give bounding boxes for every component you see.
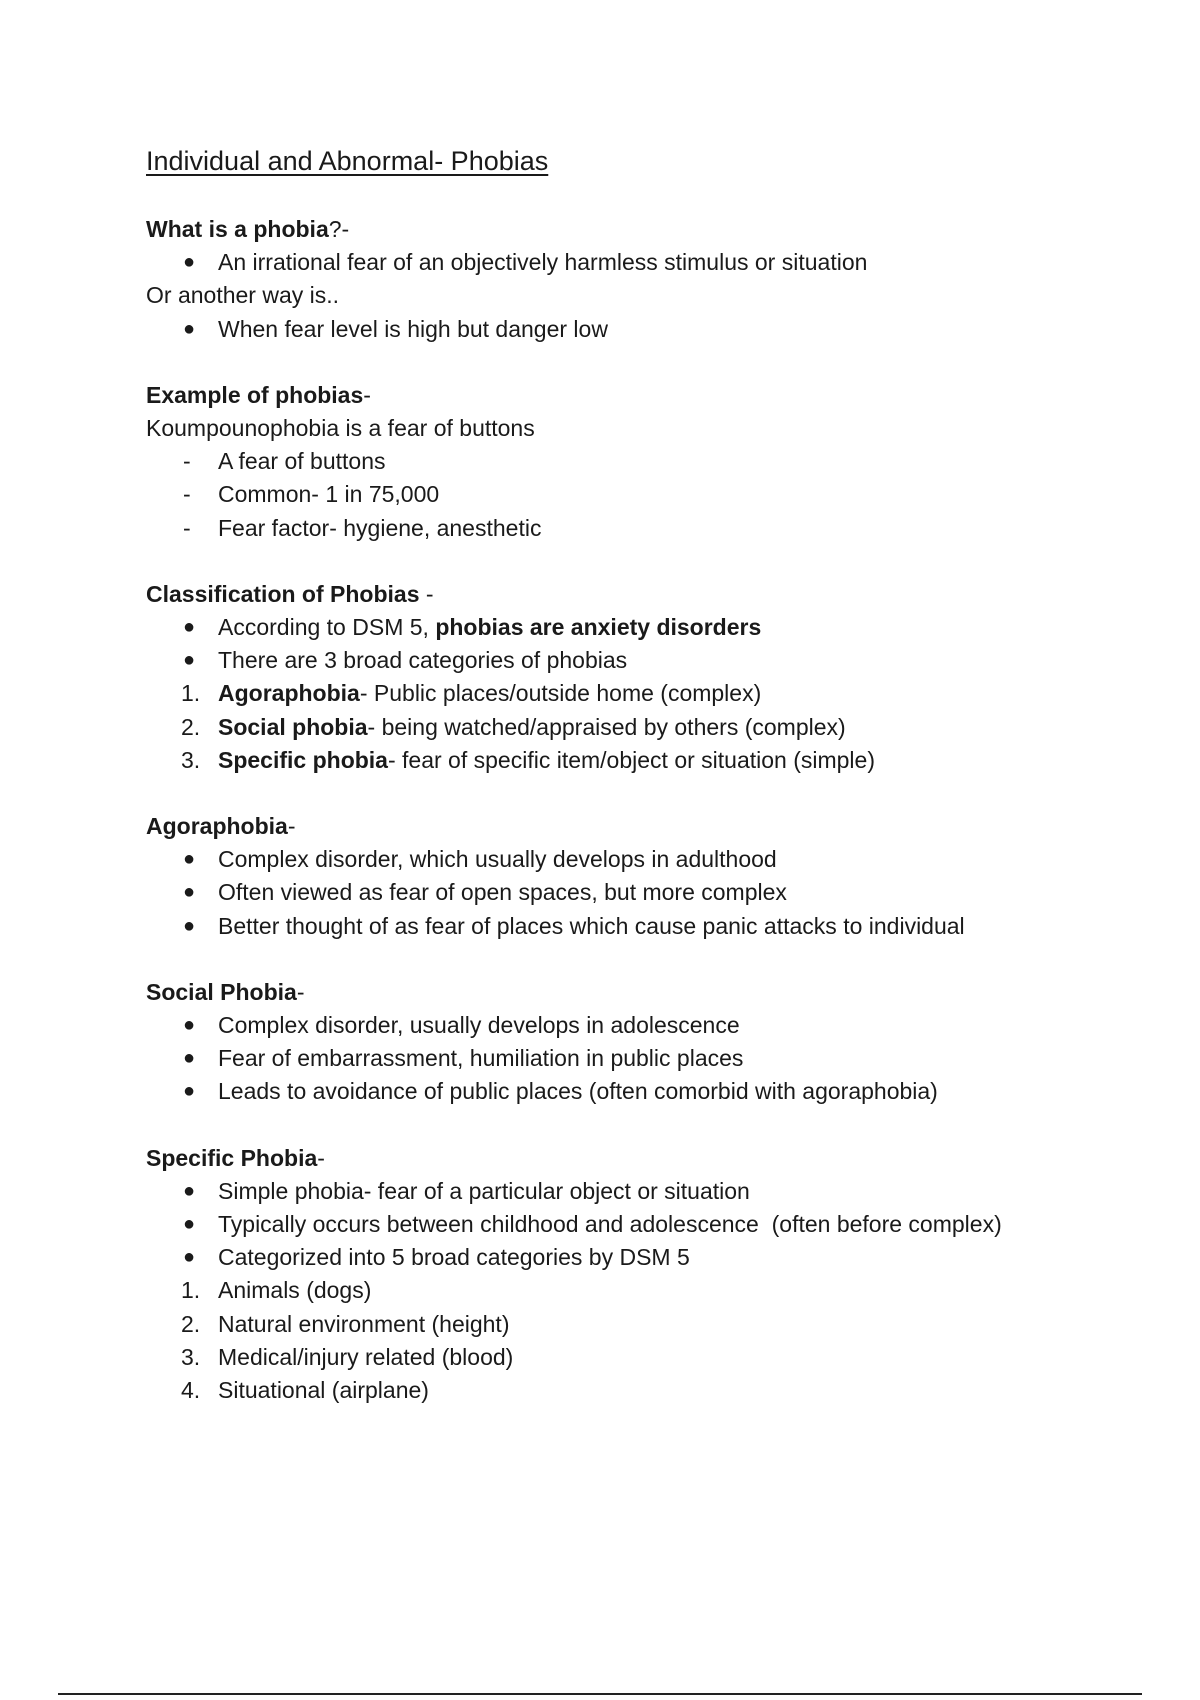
list-item xyxy=(146,1042,1106,1075)
list-item-text: Complex disorder, usually develops in adolescence xyxy=(218,1012,740,1039)
page-bottom-divider xyxy=(58,1693,1142,1695)
heading-bold-text: Specific Phobia xyxy=(146,1144,318,1171)
document-body xyxy=(146,143,1106,1407)
list-item-text: - Public places/outside home (complex) xyxy=(359,680,762,707)
heading-bold-text: Agoraphobia xyxy=(146,813,288,840)
list-item xyxy=(146,677,1106,710)
bullet-marker: ● xyxy=(183,1080,196,1103)
list-item xyxy=(146,910,1106,943)
list-item-text: A fear of buttons xyxy=(218,448,386,475)
list-item-bold-text: Specific phobia xyxy=(218,746,388,773)
number-marker: 2. xyxy=(181,1310,201,1337)
bullet-marker: ● xyxy=(183,1179,196,1202)
bullet-list xyxy=(146,843,1106,943)
section-social-phobia xyxy=(146,976,1106,1109)
bullet-marker: ● xyxy=(183,1246,196,1269)
section-agoraphobia xyxy=(146,810,1106,943)
list-item xyxy=(146,1241,1106,1274)
list-item xyxy=(146,744,1106,777)
list-item-text: Better thought of as fear of places which cause panic attacks to individual xyxy=(218,912,965,939)
heading-bold-text: Example of phobias xyxy=(146,381,364,408)
list-item xyxy=(146,1341,1106,1374)
section-classification-of-phobias xyxy=(146,578,1106,777)
list-item-text: An irrational fear of an objectively harmless stimulus or situation xyxy=(218,249,868,276)
number-marker: 1. xyxy=(181,1277,201,1304)
bullet-marker: ● xyxy=(183,616,196,639)
list-item xyxy=(146,843,1106,876)
list-item-text: Fear of embarrassment, humiliation in public places xyxy=(218,1045,744,1072)
list-item-text: Common- 1 in 75,000 xyxy=(218,481,440,508)
bullet-list xyxy=(146,246,1106,279)
bullet-list xyxy=(146,313,1106,346)
bullet-marker: ● xyxy=(183,649,196,672)
list-item xyxy=(146,1075,1106,1108)
dash-list xyxy=(146,445,1106,545)
section-heading xyxy=(146,1142,1106,1175)
bullet-marker: ● xyxy=(183,317,196,340)
number-marker: 3. xyxy=(181,1343,201,1370)
heading-tail-text: ?- xyxy=(328,216,350,242)
list-item xyxy=(146,644,1106,677)
list-item-bold-text: phobias are anxiety disorders xyxy=(435,614,762,641)
list-item xyxy=(146,876,1106,909)
list-item xyxy=(146,611,1106,644)
document-title: Individual and Abnormal- Phobias xyxy=(146,146,549,176)
section-heading xyxy=(146,578,1106,611)
dash-marker: - xyxy=(183,514,191,541)
list-item-text: Typically occurs between childhood and adolescence (often before complex) xyxy=(218,1211,1002,1238)
heading-tail-text: - xyxy=(296,978,305,1005)
list-item xyxy=(146,1208,1106,1241)
heading-tail-text: - xyxy=(287,813,296,840)
list-item-bold-text: Agoraphobia xyxy=(218,680,360,707)
list-item xyxy=(146,711,1106,744)
bullet-marker: ● xyxy=(183,1014,196,1037)
list-item-text: Situational (airplane) xyxy=(218,1377,429,1404)
bullet-list xyxy=(146,611,1106,677)
paragraph-line: Or another way is.. xyxy=(146,282,340,309)
bullet-marker: ● xyxy=(183,848,196,871)
heading-bold-text: Social Phobia xyxy=(146,978,297,1005)
list-item-bold-text: Social phobia xyxy=(218,713,368,740)
section-specific-phobia xyxy=(146,1142,1106,1408)
heading-tail-text: - xyxy=(363,381,371,408)
bullet-marker: ● xyxy=(183,1213,196,1236)
section-heading xyxy=(146,213,1106,246)
number-marker: 2. xyxy=(181,713,201,740)
number-marker: 1. xyxy=(181,680,201,707)
numbered-list xyxy=(146,1274,1106,1407)
list-item-text: Animals (dogs) xyxy=(218,1277,372,1304)
bullet-marker: ● xyxy=(183,914,196,937)
list-item xyxy=(146,445,1106,478)
list-item-text: When fear level is high but danger low xyxy=(218,315,608,342)
list-item xyxy=(146,313,1106,346)
bullet-marker: ● xyxy=(183,1047,196,1070)
list-item xyxy=(146,1274,1106,1307)
list-item xyxy=(146,246,1106,279)
list-item-text: Natural environment (height) xyxy=(218,1310,510,1337)
bullet-marker: ● xyxy=(183,881,196,904)
section-heading xyxy=(146,379,1106,412)
list-item-text: Medical/injury related (blood) xyxy=(218,1343,514,1370)
heading-bold-text: What is a phobia xyxy=(146,216,329,242)
list-item-text: Simple phobia- fear of a particular object or situation xyxy=(218,1177,750,1204)
number-marker: 3. xyxy=(181,746,201,773)
list-item xyxy=(146,1374,1106,1407)
heading-bold-text: Classification of Phobias xyxy=(146,580,420,607)
list-item xyxy=(146,1175,1106,1208)
heading-tail-text: - xyxy=(317,1144,325,1171)
list-item xyxy=(146,1308,1106,1341)
list-item xyxy=(146,478,1106,511)
numbered-list xyxy=(146,677,1106,777)
bullet-marker: ● xyxy=(183,251,196,274)
list-item-text: According to DSM 5, xyxy=(218,614,436,641)
paragraph-line: Koumpounophobia is a fear of buttons xyxy=(146,415,535,442)
section-heading xyxy=(146,810,1106,843)
list-item-text: There are 3 broad categories of phobias xyxy=(218,647,628,674)
list-item-text: Categorized into 5 broad categories by DSM 5 xyxy=(218,1244,690,1271)
list-item xyxy=(146,512,1106,545)
list-item-text: Often viewed as fear of open spaces, but more complex xyxy=(218,879,787,906)
section-heading xyxy=(146,976,1106,1009)
list-item-text: - fear of specific item/object or situation (simple) xyxy=(387,746,875,773)
bullet-list xyxy=(146,1175,1106,1275)
heading-tail-text: - xyxy=(419,580,434,607)
bullet-list xyxy=(146,1009,1106,1109)
number-marker: 4. xyxy=(181,1377,201,1404)
list-item xyxy=(146,1009,1106,1042)
section-example-of-phobias xyxy=(146,379,1106,545)
list-item-text: Fear factor- hygiene, anesthetic xyxy=(218,514,542,541)
list-item-text: - being watched/appraised by others (complex) xyxy=(367,713,846,740)
dash-marker: - xyxy=(183,448,191,475)
section-what-is-a-phobia xyxy=(146,213,1106,346)
list-item-text: Complex disorder, which usually develops in adulthood xyxy=(218,846,777,873)
dash-marker: - xyxy=(183,481,191,508)
list-item-text: Leads to avoidance of public places (often comorbid with agoraphobia) xyxy=(218,1078,938,1105)
